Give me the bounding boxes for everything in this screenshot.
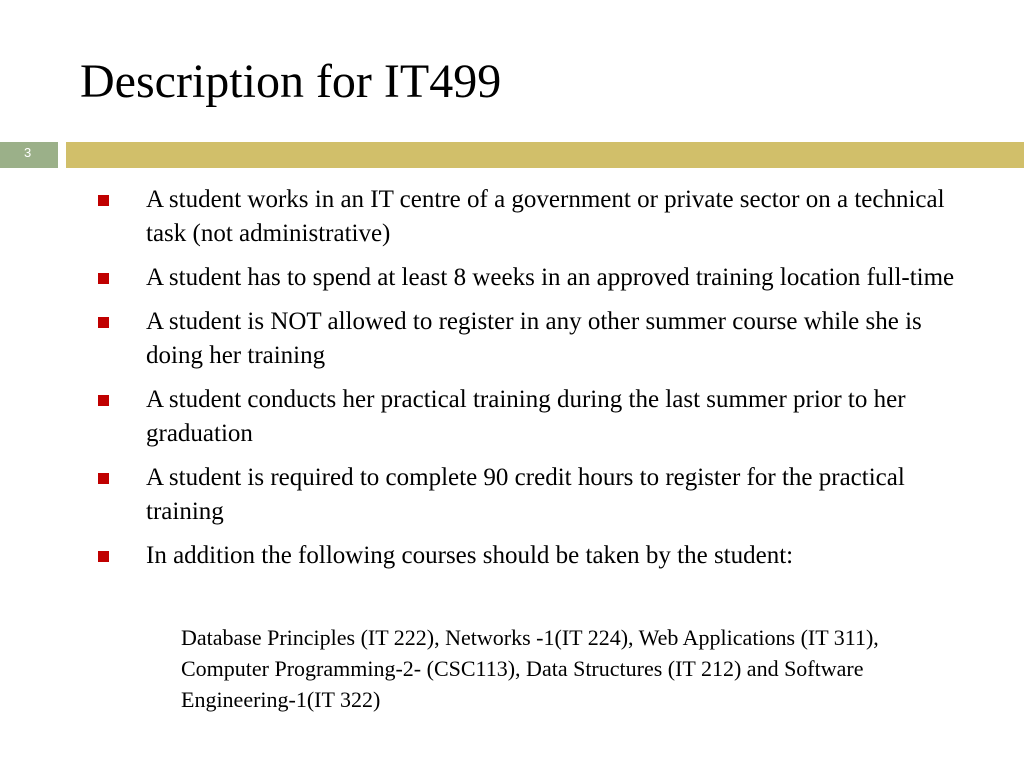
bullet-item bbox=[98, 183, 978, 251]
bullet-item bbox=[98, 383, 978, 451]
page-number: 3 bbox=[0, 142, 58, 168]
bullet-text: A student is NOT allowed to register in any other summer course while she is doing her training bbox=[146, 308, 922, 369]
course-list-text: Database Principles (IT 222), Networks -1(IT 224), Web Applications (IT 311), Computer Programming-2- (CSC113), Data Structures (IT 212) and Software Engineering-1(IT 322) bbox=[181, 625, 879, 712]
square-bullet-icon bbox=[98, 473, 109, 484]
title-divider bbox=[0, 142, 1024, 168]
bullet-text: A student is required to complete 90 credit hours to register for the practical training bbox=[146, 464, 905, 525]
bullet-list bbox=[98, 183, 978, 583]
bullet-text: In addition the following courses should be taken by the student: bbox=[146, 542, 794, 569]
square-bullet-icon bbox=[98, 551, 109, 562]
bullet-item bbox=[98, 539, 978, 573]
bullet-item bbox=[98, 305, 978, 373]
square-bullet-icon bbox=[98, 273, 109, 284]
slide-title: Description for IT499 bbox=[80, 55, 502, 108]
accent-bar bbox=[66, 142, 1024, 168]
bullet-text: A student works in an IT centre of a government or private sector on a technical task (not administrative) bbox=[146, 186, 945, 247]
square-bullet-icon bbox=[98, 317, 109, 328]
bullet-text: A student has to spend at least 8 weeks in an approved training location full-time bbox=[146, 264, 955, 291]
bullet-item bbox=[98, 461, 978, 529]
square-bullet-icon bbox=[98, 395, 109, 406]
bullet-text: A student conducts her practical training during the last summer prior to her graduation bbox=[146, 386, 906, 447]
square-bullet-icon bbox=[98, 195, 109, 206]
bullet-item bbox=[98, 261, 978, 295]
